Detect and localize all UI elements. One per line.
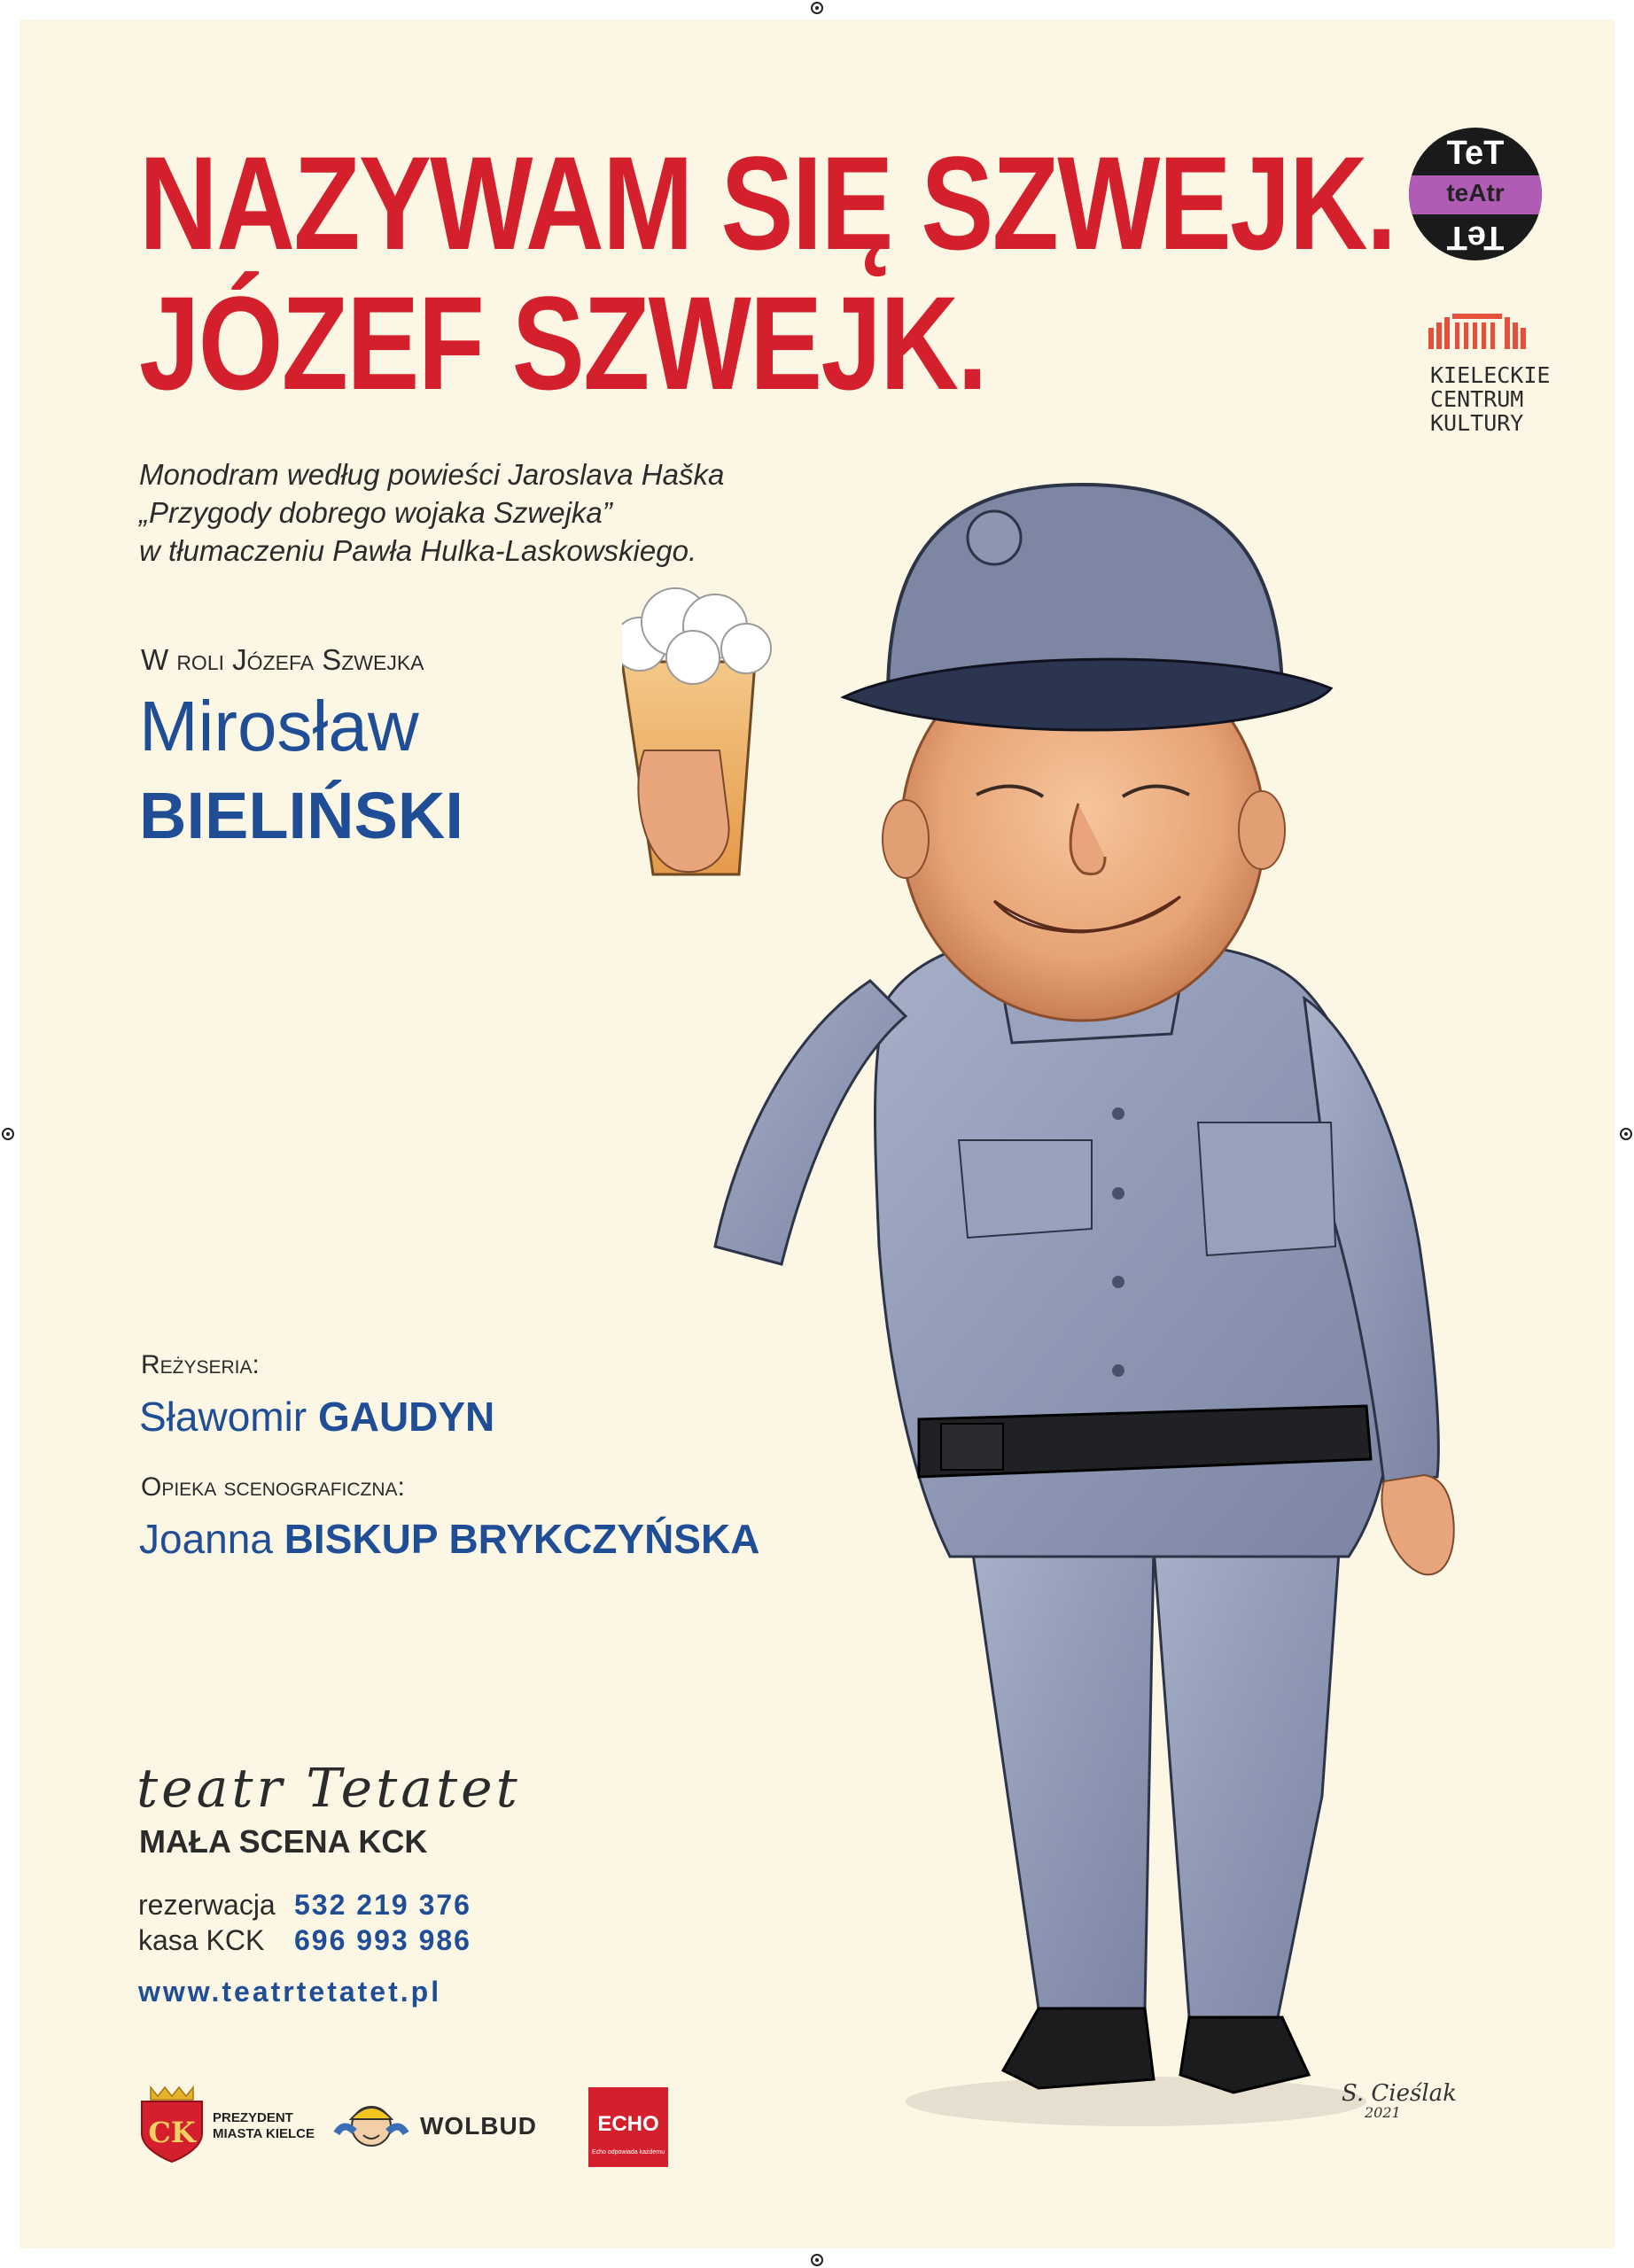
crop-mark	[811, 2254, 823, 2266]
poster-title-line1: NAZYWAM SIĘ SZWEJK.	[139, 128, 1396, 277]
echo-logo-tagline: Echo odpowiada każdemu	[591, 2149, 665, 2155]
tet-logo-bottom: TeT	[1446, 219, 1505, 256]
contact-phone[interactable]: 696 993 986	[294, 1924, 471, 1956]
ck-letters: CK	[148, 2116, 196, 2149]
subtitle-line: Monodram według powieści Jaroslava Haška	[139, 458, 725, 491]
scenographer-first-name: Joanna	[139, 1516, 273, 1562]
director-last-name: GAUDYN	[317, 1394, 495, 1440]
ck-sponsor-line: PREZYDENT	[213, 2110, 293, 2125]
director-name	[139, 1393, 494, 1441]
tet-theatre-logo	[1409, 128, 1542, 260]
signature-name: S. Cieślak	[1342, 2080, 1457, 2107]
echo-gallery-logo	[588, 2087, 668, 2167]
wolbud-logo: WOLBUD	[420, 2112, 537, 2140]
tet-logo-top: TeT	[1446, 135, 1505, 172]
website-link[interactable]: www.teatrtetatet.pl	[138, 1976, 442, 2008]
crop-mark	[811, 2, 823, 14]
contact-box-office	[138, 1924, 471, 1957]
artist-signature	[1342, 2080, 1457, 2123]
tet-logo-middle: teAtr	[1446, 179, 1505, 206]
szwejk-illustration	[622, 361, 1561, 2150]
actor-last-name: BIELIŃSKI	[139, 779, 463, 852]
director-first-name: Sławomir	[139, 1394, 307, 1440]
crop-mark	[1620, 1128, 1632, 1140]
scenographer-last-name: BISKUP BRYKCZYŃSKA	[284, 1516, 760, 1562]
kielce-coat-of-arms-icon	[138, 2084, 206, 2163]
scenography-label: Opieka scenograficzna:	[141, 1472, 405, 1502]
kck-building-icon	[1428, 312, 1526, 353]
wolbud-mascot-icon	[331, 2094, 411, 2156]
kielce-mayor-text	[213, 2110, 315, 2142]
kck-line: KIELECKIE	[1430, 362, 1551, 388]
signature-year: 2021	[1365, 2104, 1401, 2121]
direction-label: Reżyseria:	[141, 1350, 260, 1379]
role-label: W roli Józefa Szwejka	[141, 643, 424, 676]
kck-line: CENTRUM	[1430, 386, 1524, 412]
crop-mark	[2, 1128, 14, 1140]
echo-logo-text: ECHO	[597, 2112, 659, 2136]
subtitle-line: „Przygody dobrego wojaka Szwejka”	[139, 496, 612, 529]
contact-label: kasa KCK	[138, 1924, 265, 1956]
venue-logo-script: teatr Tetatet	[136, 1758, 521, 1820]
poster	[19, 19, 1615, 2249]
poster-title-line2: JÓZEF SZWEJK.	[139, 268, 986, 417]
actor-first-name: Mirosław	[139, 687, 419, 765]
kck-line: KULTURY	[1430, 410, 1524, 436]
contact-label: rezerwacja	[138, 1889, 276, 1921]
contact-reservation	[138, 1889, 471, 1922]
ck-sponsor-line: MIASTA KIELCE	[213, 2126, 315, 2141]
contact-phone[interactable]: 532 219 376	[294, 1889, 471, 1921]
subtitle-line: w tłumaczeniu Pawła Hulka-Laskowskiego.	[139, 534, 697, 567]
venue-name: MAŁA SCENA KCK	[139, 1823, 428, 1860]
